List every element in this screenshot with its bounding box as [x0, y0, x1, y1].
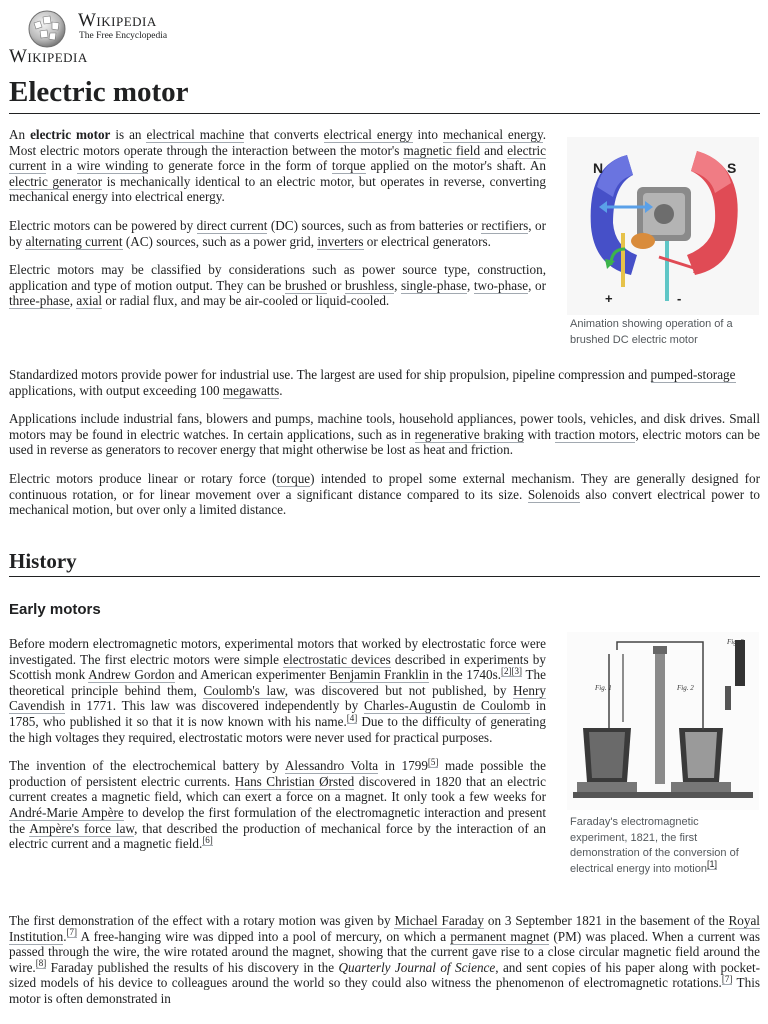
- link-hans-christian-orsted[interactable]: Hans Christian Ørsted: [234, 773, 355, 789]
- pole-label-n: N: [593, 160, 604, 176]
- citation-7[interactable]: [7]: [66, 927, 78, 938]
- citation-4[interactable]: [4]: [346, 712, 358, 723]
- link-electric-current[interactable]: electric current: [9, 142, 546, 174]
- terminal-label-plus: +: [605, 291, 613, 306]
- link-direct-current[interactable]: direct current: [196, 217, 268, 233]
- link-brushed[interactable]: brushed: [284, 277, 327, 293]
- journal-title: Quarterly Journal of Science: [338, 959, 496, 975]
- link-wire-winding[interactable]: wire winding: [76, 158, 149, 174]
- figure-tag-c: Fig. 3: [727, 638, 744, 646]
- link-megawatts[interactable]: megawatts: [222, 382, 280, 398]
- subsection-heading-early-motors: Early motors: [9, 601, 101, 618]
- citation-7b[interactable]: [7]: [721, 973, 733, 984]
- intro-paragraph-1: An electric motor is an electrical machine that converts electrical energy into mechanical energy. Most electric motors operate through the interaction between the motor's magnetic field and electric current in a wire winding to generate force in the form of torque applied on the motor's shaft. An electric generator is mechanically identical to an electric motor, but operates in reverse, converting mechanical energy into electrical energy.: [9, 127, 546, 205]
- citation-1[interactable]: [1]: [706, 858, 717, 869]
- wikipedia-wordmark-secondary[interactable]: Wikipedia: [9, 46, 88, 67]
- link-two-phase[interactable]: two-phase: [473, 277, 529, 293]
- history-narrow-block: [9, 636, 546, 852]
- link-electrical-energy[interactable]: electrical energy: [323, 127, 413, 142]
- link-charles-augustin-de-coulomb[interactable]: Charles-Augustin de Coulomb: [363, 698, 531, 714]
- citation-3[interactable]: [3]: [511, 665, 523, 676]
- link-electrostatic-devices[interactable]: electrostatic devices: [283, 651, 391, 667]
- link-brushless[interactable]: brushless: [344, 277, 395, 293]
- link-traction-motors[interactable]: traction motors: [554, 426, 636, 442]
- link-magnetic-field[interactable]: magnetic field: [403, 142, 481, 158]
- link-henry-cavendish[interactable]: Henry Cavendish: [9, 682, 546, 714]
- citation-5[interactable]: [5]: [427, 756, 439, 767]
- figure1-caption: Animation showing operation of a brushed DC electric motor: [570, 318, 733, 346]
- figure-tag-a: Fig. 1: [595, 684, 612, 692]
- link-andrew-gordon[interactable]: Andrew Gordon: [88, 667, 175, 683]
- link-electrical-machine[interactable]: electrical machine: [146, 127, 245, 142]
- intro-paragraph-2: Electric motors can be powered by direct current (DC) sources, such as from batteries or rectifiers, or by alternating current (AC) sources, such as a power grid, inverters or electrical generators.: [9, 217, 546, 249]
- link-torque-2[interactable]: torque: [276, 470, 311, 486]
- wikipedia-globe-logo[interactable]: [26, 9, 68, 49]
- history-divider: [9, 576, 760, 577]
- link-electric-generator[interactable]: electric generator: [9, 173, 103, 189]
- section-heading-history: History: [9, 549, 77, 573]
- intro-paragraph-3: Electric motors may be classified by considerations such as power source type, construction, application and type of motion output. They can be brushed or brushless, single-phase, two-phase, or three-phase, axial or radial flux, and may be air-cooled or liquid-cooled.: [9, 262, 546, 309]
- intro-paragraph-4: Standardized motors provide power for industrial use. The largest are used for ship propulsion, pipeline compression and pumped-storage applications, with output exceeding 100 megawatts.: [9, 367, 736, 398]
- intro-wide-block: [9, 367, 760, 518]
- history-paragraph-1: Before modern electromagnetic motors, experimental motors that worked by electrostatic force were investigated. The first electric motors were simple electrostatic devices described in experiments by Scottish monk Andrew Gordon and American experimenter Benjamin Franklin in the 1740s.[2][3] The theoretical principle behind them, Coulomb's law, was discovered but not published, by Henry Cavendish in 1771. This law was discovered independently by Charles-Augustin de Coulomb in 1785, who published it so that it is now known with his name.[4] Due to the difficulty of generating the high voltages they required, electrostatic motors were never used for practical purposes.: [9, 636, 547, 745]
- history-wide-block: [9, 913, 760, 1007]
- link-royal-institution[interactable]: Royal Institution: [9, 913, 760, 944]
- figure-tag-b: Fig. 2: [677, 684, 694, 692]
- link-amperes-force-law[interactable]: Ampère's force law: [29, 820, 135, 836]
- wikipedia-wordmark[interactable]: Wikipedia: [78, 10, 157, 31]
- link-andre-marie-ampere[interactable]: André-Marie Ampère: [9, 804, 124, 820]
- link-pumped-storage[interactable]: pumped-storage: [650, 367, 736, 382]
- intro-paragraph-5: Applications include industrial fans, blowers and pumps, machine tools, household appliances, power tools, vehicles, and disk drives. Small motors may be found in electric watches. In certain applications, such as in regenerative braking with traction motors, electric motors can be used in reverse as generators to recover energy that might otherwise be lost as heat and friction.: [9, 411, 761, 458]
- link-axial[interactable]: axial: [76, 293, 103, 309]
- link-three-phase[interactable]: three-phase: [9, 293, 70, 309]
- faraday-experiment-image[interactable]: [567, 632, 759, 810]
- bold-term: electric motor: [30, 127, 111, 142]
- citation-6[interactable]: [6]: [202, 834, 213, 845]
- pole-label-s: S: [727, 160, 737, 176]
- link-solenoids[interactable]: Solenoids: [527, 486, 580, 502]
- link-benjamin-franklin[interactable]: Benjamin Franklin: [329, 667, 429, 683]
- link-alternating-current[interactable]: alternating current: [25, 233, 123, 249]
- title-divider: [9, 113, 760, 114]
- link-michael-faraday[interactable]: Michael Faraday: [394, 913, 484, 928]
- link-rectifiers[interactable]: rectifiers: [481, 217, 529, 233]
- page-title: Electric motor: [9, 76, 189, 108]
- citation-2[interactable]: [2]: [501, 665, 512, 676]
- wikipedia-tagline: The Free Encyclopedia: [79, 31, 168, 41]
- intro-narrow-block: [9, 127, 546, 309]
- link-mechanical-energy[interactable]: mechanical energy: [442, 127, 543, 142]
- history-paragraph-3: The first demonstration of the effect with a rotary motion was given by Michael Faraday on 3 September 1821 in the basement of the Royal Institution.[7] A free-hanging wire was dipped into a pool of mercury, on which a permanent magnet (PM) was placed. When a current was passed through the wire, the wire rotated around the magnet, showing that the current gave rise to a close circular magnetic field around the wire.[8] Faraday published the results of his discovery in the Quarterly Journal of Science, and sent copies of his paper along with pocket-sized models of his device to colleagues around the world so they could also witness the phenomenon of electromagnetic rotations.[7] This motor is often demonstrated in: [9, 913, 761, 1006]
- link-permanent-magnet[interactable]: permanent magnet: [450, 928, 550, 944]
- link-regenerative-braking[interactable]: regenerative braking: [414, 426, 524, 442]
- dc-motor-animation-image[interactable]: [567, 137, 759, 315]
- link-single-phase[interactable]: single-phase: [401, 277, 467, 293]
- intro-paragraph-6: Electric motors produce linear or rotary force (torque) intended to propel some external mechanism. They are generally designed for continuous rotation, or for linear movement over a significant distance compared to its size. Solenoids also convert electrical power to mechanical motion, but over only a limited distance.: [9, 470, 760, 518]
- link-inverters[interactable]: inverters: [317, 233, 364, 249]
- terminal-label-minus: -: [677, 291, 682, 306]
- link-torque[interactable]: torque: [331, 158, 366, 174]
- figure2-caption: Faraday's electromagnetic experiment, 1821, the first demonstration of the conversion of electrical energy into motion[1]: [570, 816, 739, 875]
- link-alessandro-volta[interactable]: Alessandro Volta: [284, 758, 379, 774]
- citation-8[interactable]: [8]: [35, 958, 47, 969]
- link-coulombs-law[interactable]: Coulomb's law: [203, 682, 285, 698]
- history-paragraph-2: The invention of the electrochemical battery by Alessandro Volta in 1799[5] made possible the production of persistent electric currents. Hans Christian Ørsted discovered in 1820 that an electric current creates a magnetic field, which can exert a force on a magnet. It only took a few weeks for André-Marie Ampère to develop the first formulation of the electromagnetic interaction and present the Ampère's force law, that described the production of mechanical force by the interaction of an electric current and a magnetic field.[6]: [9, 756, 547, 852]
